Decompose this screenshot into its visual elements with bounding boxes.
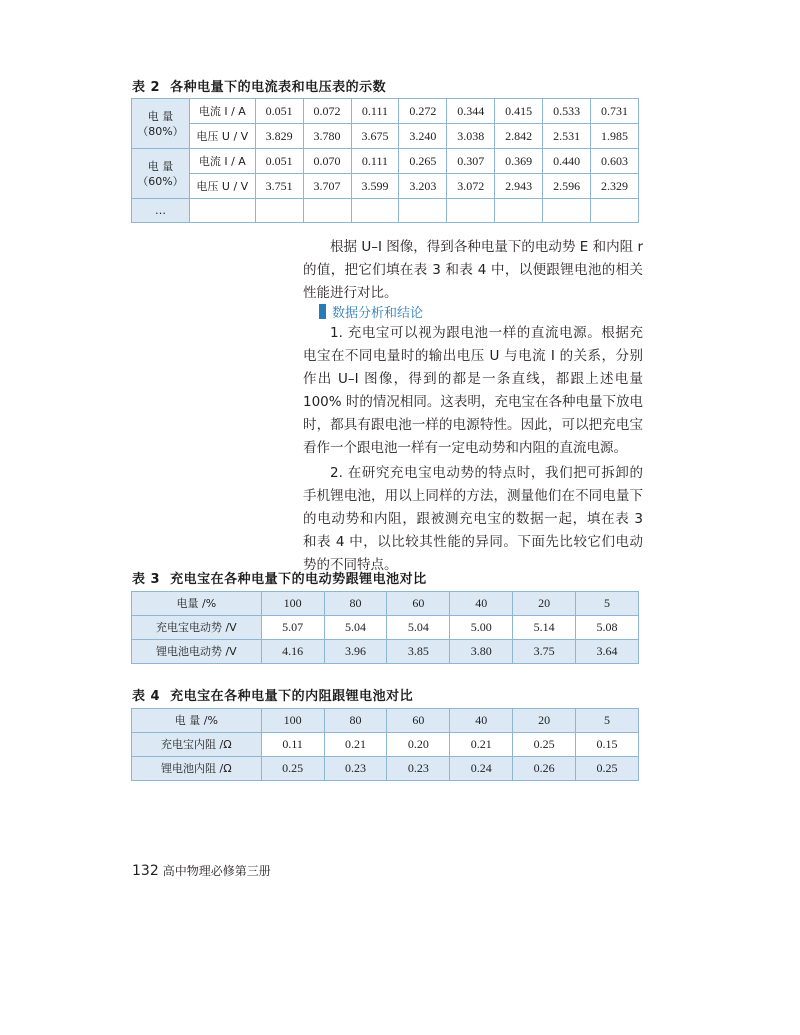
table-cell: 0.25 [576,757,639,781]
table2-group2-current-label: 电流 I / A [189,149,255,174]
table-cell: 0.15 [576,733,639,757]
table2-group2-voltage-label: 电压 U / V [189,174,255,199]
table-row [132,199,639,223]
table-header-cell: 80 [324,709,387,733]
table4 [131,708,639,781]
table-cell: 0.111 [351,99,399,124]
table-cell: 2.842 [495,124,543,149]
table-cell: 4.16 [261,640,324,664]
table-cell: 0.051 [255,149,303,174]
paragraph-1: 根据 U–I 图像，得到各种电量下的电动势 E 和内阻 r 的值，把它们填在表 3 和表 4 中，以便跟锂电池的相关性能进行对比。 [303,239,643,301]
table-cell: 0.272 [399,99,447,124]
table-cell: 0.111 [351,149,399,174]
table-cell: 0.265 [399,149,447,174]
table-row [132,174,639,199]
table-row [132,733,639,757]
table-cell: 3.751 [255,174,303,199]
table2-ellipsis: … [132,199,190,223]
table2-caption [132,76,386,95]
table-cell: 5.04 [324,616,387,640]
table-header-cell: 20 [513,709,576,733]
table4-row1-label: 充电宝内阻 /Ω [132,733,262,757]
table3-title: 充电宝在各种电量下的电动势跟锂电池对比 [170,572,427,587]
table-cell: 5.14 [513,616,576,640]
table-cell: 0.440 [543,149,591,174]
table-cell [189,199,255,223]
table-cell: 0.731 [591,99,639,124]
table-cell: 5.07 [261,616,324,640]
table-cell: 0.344 [447,99,495,124]
table-row [132,99,639,124]
table-header-cell: 60 [387,592,450,616]
table-cell: 0.20 [387,733,450,757]
table-cell: 5.04 [387,616,450,640]
table-cell: 3.780 [303,124,351,149]
table4-caption [132,685,413,704]
table-cell: 0.603 [591,149,639,174]
table-cell [495,199,543,223]
table-cell [351,199,399,223]
table-row [132,592,639,616]
page-number: 132 [132,863,159,879]
paragraph-2: 1. 充电宝可以视为跟电池一样的直流电源。根据充电宝在不同电量时的输出电压 U 与电流 I 的关系，分别作出 U–I 图像，得到的都是一条直线，都跟上述电量 100% 时的情况相同。这表明，充电宝在各种电量下放电时，都具有跟电池一样的电源特性。因此，可以把充电宝看作一个跟电池一样有一定电动势和内阻的直流电源。 [303,325,643,456]
table4-title: 充电宝在各种电量下的内阻跟锂电池对比 [170,689,414,704]
table3-caption [132,568,427,587]
table-header-cell: 100 [261,709,324,733]
table-cell: 3.707 [303,174,351,199]
table-cell: 3.80 [450,640,513,664]
book-title: 高中物理必修第三册 [162,864,271,878]
table-cell: 0.21 [324,733,387,757]
table-header-cell: 80 [324,592,387,616]
table2-group1-head: 电 量 （80%） [132,99,190,149]
table2-group2-head: 电 量 （60%） [132,149,190,199]
table-cell: 0.11 [261,733,324,757]
table-cell: 0.25 [261,757,324,781]
table4-row2-label: 锂电池内阻 /Ω [132,757,262,781]
table-cell: 0.23 [324,757,387,781]
table2-group1-voltage-label: 电压 U / V [189,124,255,149]
table-cell: 0.415 [495,99,543,124]
table4-label: 表 4 [132,689,161,704]
table2-group1-current-label: 电流 I / A [189,99,255,124]
table-header-cell: 40 [450,709,513,733]
table-header-cell: 5 [576,592,639,616]
table2-title: 各种电量下的电流表和电压表的示数 [170,80,387,95]
table-cell: 3.675 [351,124,399,149]
table-cell: 2.596 [543,174,591,199]
table-cell: 5.00 [450,616,513,640]
table-cell: 5.08 [576,616,639,640]
table-header-cell: 60 [387,709,450,733]
table-cell: 0.307 [447,149,495,174]
table-cell: 3.64 [576,640,639,664]
section-marker-icon [319,304,326,319]
table-row [132,616,639,640]
table-cell: 0.072 [303,99,351,124]
table-cell: 0.533 [543,99,591,124]
table3-row2-label: 锂电池电动势 /V [132,640,262,664]
table-cell: 0.070 [303,149,351,174]
table-cell [447,199,495,223]
table-header-cell: 100 [261,592,324,616]
table-cell [303,199,351,223]
table-cell: 0.26 [513,757,576,781]
table-row [132,149,639,174]
table3-header-label: 电量 /% [132,592,262,616]
table-cell: 3.203 [399,174,447,199]
table-row [132,757,639,781]
table-row [132,124,639,149]
table-cell: 0.369 [495,149,543,174]
table-cell: 0.24 [450,757,513,781]
page-footer [132,862,271,879]
paragraph-3: 2. 在研究充电宝电动势的特点时，我们把可拆卸的手机锂电池，用以上同样的方法，测量他们在不同电量下的电动势和内阻，跟被测充电宝的数据一起，填在表 3 和表 4 中，以比较其性能的异同。下面先比较它们电动势的不同特点。 [303,465,643,573]
table-cell [399,199,447,223]
table-cell: 3.599 [351,174,399,199]
table-cell: 0.23 [387,757,450,781]
table-cell: 1.985 [591,124,639,149]
table-cell: 2.943 [495,174,543,199]
table-cell: 2.531 [543,124,591,149]
table-cell: 3.96 [324,640,387,664]
table3-row1-label: 充电宝电动势 /V [132,616,262,640]
table-cell: 3.240 [399,124,447,149]
table-cell: 0.051 [255,99,303,124]
table-row [132,709,639,733]
table-header-cell: 40 [450,592,513,616]
table-cell: 3.038 [447,124,495,149]
table4-header-label: 电 量 /% [132,709,262,733]
table2-label: 表 2 [132,80,161,95]
table-row [132,640,639,664]
section-heading [319,302,423,320]
table3-label: 表 3 [132,572,161,587]
table-cell: 3.75 [513,640,576,664]
table-cell: 0.21 [450,733,513,757]
table-cell [591,199,639,223]
table-header-cell: 5 [576,709,639,733]
table-cell: 3.829 [255,124,303,149]
table-cell: 3.85 [387,640,450,664]
table-cell [543,199,591,223]
table-cell [255,199,303,223]
table-header-cell: 20 [513,592,576,616]
table-cell: 0.25 [513,733,576,757]
section-heading-text: 数据分析和结论 [332,305,424,321]
table-cell: 3.072 [447,174,495,199]
table-cell: 2.329 [591,174,639,199]
table2 [131,98,639,223]
table3 [131,591,639,664]
